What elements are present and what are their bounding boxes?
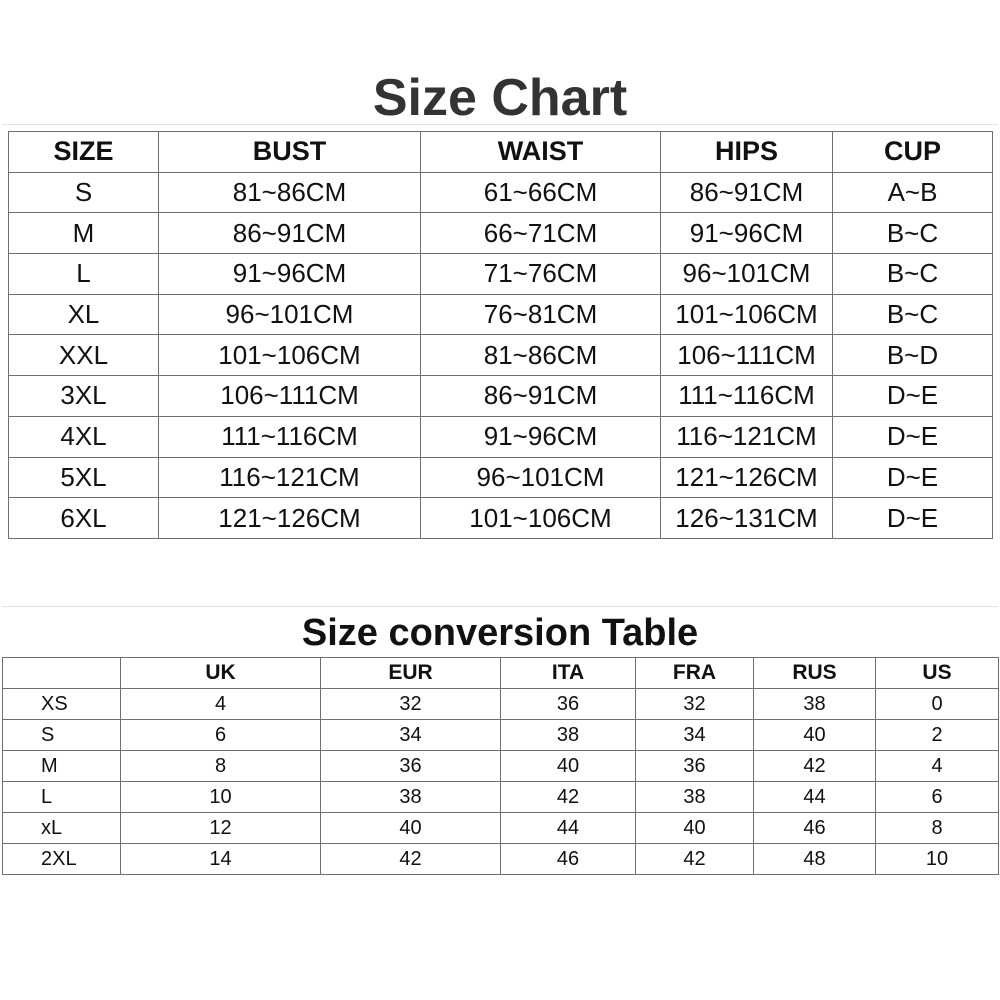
table-cell: 42 (636, 844, 754, 875)
conversion-table-title: Size conversion Table (301, 612, 699, 654)
table-row (3, 844, 999, 875)
table-cell: 8 (121, 751, 321, 782)
table-cell: 71~76CM (421, 254, 661, 295)
table-cell: 38 (321, 782, 501, 813)
header-hips: HIPS (661, 132, 833, 173)
header-us: US (876, 658, 999, 689)
table-cell: 5XL (9, 457, 159, 498)
header-cup: CUP (833, 132, 993, 173)
table-cell: 3XL (9, 376, 159, 417)
header-eur: EUR (321, 658, 501, 689)
table-cell: 44 (501, 813, 636, 844)
table-cell: B~C (833, 294, 993, 335)
table-cell: 2XL (3, 844, 121, 875)
table-cell: 46 (754, 813, 876, 844)
table-cell: 91~96CM (159, 254, 421, 295)
table-cell: 6 (121, 720, 321, 751)
table-cell: 42 (321, 844, 501, 875)
table-row (9, 213, 993, 254)
table-cell: 86~91CM (421, 376, 661, 417)
header-fra: FRA (636, 658, 754, 689)
header-size: SIZE (9, 132, 159, 173)
header-rus: RUS (754, 658, 876, 689)
table-cell: 91~96CM (661, 213, 833, 254)
table-cell: A~B (833, 172, 993, 213)
table-cell: B~C (833, 254, 993, 295)
table-cell: 126~131CM (661, 498, 833, 539)
table-cell: 106~111CM (661, 335, 833, 376)
table-row (9, 376, 993, 417)
table-cell: L (3, 782, 121, 813)
table-cell: 76~81CM (421, 294, 661, 335)
table-cell: 38 (501, 720, 636, 751)
table-cell: D~E (833, 416, 993, 457)
table-cell: 12 (121, 813, 321, 844)
table-cell: 36 (321, 751, 501, 782)
table-cell: 34 (321, 720, 501, 751)
table-cell: M (3, 751, 121, 782)
conversion-header-row (3, 658, 999, 689)
table-row (9, 335, 993, 376)
table-cell: 86~91CM (159, 213, 421, 254)
table-cell: M (9, 213, 159, 254)
header-bust: BUST (159, 132, 421, 173)
table-cell: 38 (754, 689, 876, 720)
table-cell: 40 (636, 813, 754, 844)
table-cell: 61~66CM (421, 172, 661, 213)
table-cell: 34 (636, 720, 754, 751)
table-cell: 8 (876, 813, 999, 844)
size-chart-table (8, 131, 993, 539)
table-row (9, 416, 993, 457)
table-row (9, 254, 993, 295)
table-cell: S (3, 720, 121, 751)
header-waist: WAIST (421, 132, 661, 173)
table-cell: D~E (833, 376, 993, 417)
table-cell: 42 (501, 782, 636, 813)
table-cell: B~D (833, 335, 993, 376)
table-cell: D~E (833, 498, 993, 539)
table-row (3, 813, 999, 844)
table-cell: 6XL (9, 498, 159, 539)
table-cell: D~E (833, 457, 993, 498)
table-cell: XXL (9, 335, 159, 376)
table-cell: 40 (754, 720, 876, 751)
table-cell: 14 (121, 844, 321, 875)
table-cell: 40 (321, 813, 501, 844)
table-row (3, 751, 999, 782)
table-row (9, 457, 993, 498)
table-cell: 2 (876, 720, 999, 751)
table-cell: 96~101CM (159, 294, 421, 335)
header-ita: ITA (501, 658, 636, 689)
table-cell: 81~86CM (159, 172, 421, 213)
table-cell: 42 (754, 751, 876, 782)
table-cell: 116~121CM (159, 457, 421, 498)
table-cell: S (9, 172, 159, 213)
table-cell: 0 (876, 689, 999, 720)
size-chart-title: Size Chart (372, 69, 628, 127)
table-cell: 116~121CM (661, 416, 833, 457)
conversion-table (2, 657, 999, 875)
table-cell: 10 (876, 844, 999, 875)
table-cell: 4 (121, 689, 321, 720)
table-cell: 46 (501, 844, 636, 875)
conversion-top-rule (2, 606, 998, 607)
table-row (3, 720, 999, 751)
table-cell: B~C (833, 213, 993, 254)
table-cell: 81~86CM (421, 335, 661, 376)
table-cell: 36 (501, 689, 636, 720)
table-cell: XL (9, 294, 159, 335)
table-row (9, 294, 993, 335)
table-cell: 32 (321, 689, 501, 720)
table-cell: 10 (121, 782, 321, 813)
table-row (9, 498, 993, 539)
header-blank (3, 658, 121, 689)
table-cell: L (9, 254, 159, 295)
table-cell: 96~101CM (421, 457, 661, 498)
size-chart-header-row (9, 132, 993, 173)
table-cell: 36 (636, 751, 754, 782)
table-cell: 101~106CM (661, 294, 833, 335)
table-cell: 96~101CM (661, 254, 833, 295)
table-cell: 86~91CM (661, 172, 833, 213)
table-row (3, 689, 999, 720)
table-cell: xL (3, 813, 121, 844)
table-cell: 4XL (9, 416, 159, 457)
table-cell: 121~126CM (661, 457, 833, 498)
table-cell: 6 (876, 782, 999, 813)
table-row (3, 782, 999, 813)
table-cell: 101~106CM (159, 335, 421, 376)
table-row (9, 172, 993, 213)
table-cell: 40 (501, 751, 636, 782)
table-cell: 91~96CM (421, 416, 661, 457)
header-uk: UK (121, 658, 321, 689)
table-cell: 66~71CM (421, 213, 661, 254)
table-cell: 106~111CM (159, 376, 421, 417)
table-cell: 44 (754, 782, 876, 813)
table-cell: 111~116CM (159, 416, 421, 457)
table-cell: 121~126CM (159, 498, 421, 539)
table-cell: 101~106CM (421, 498, 661, 539)
table-cell: 32 (636, 689, 754, 720)
table-cell: 48 (754, 844, 876, 875)
table-cell: 4 (876, 751, 999, 782)
table-cell: 38 (636, 782, 754, 813)
table-cell: XS (3, 689, 121, 720)
table-cell: 111~116CM (661, 376, 833, 417)
